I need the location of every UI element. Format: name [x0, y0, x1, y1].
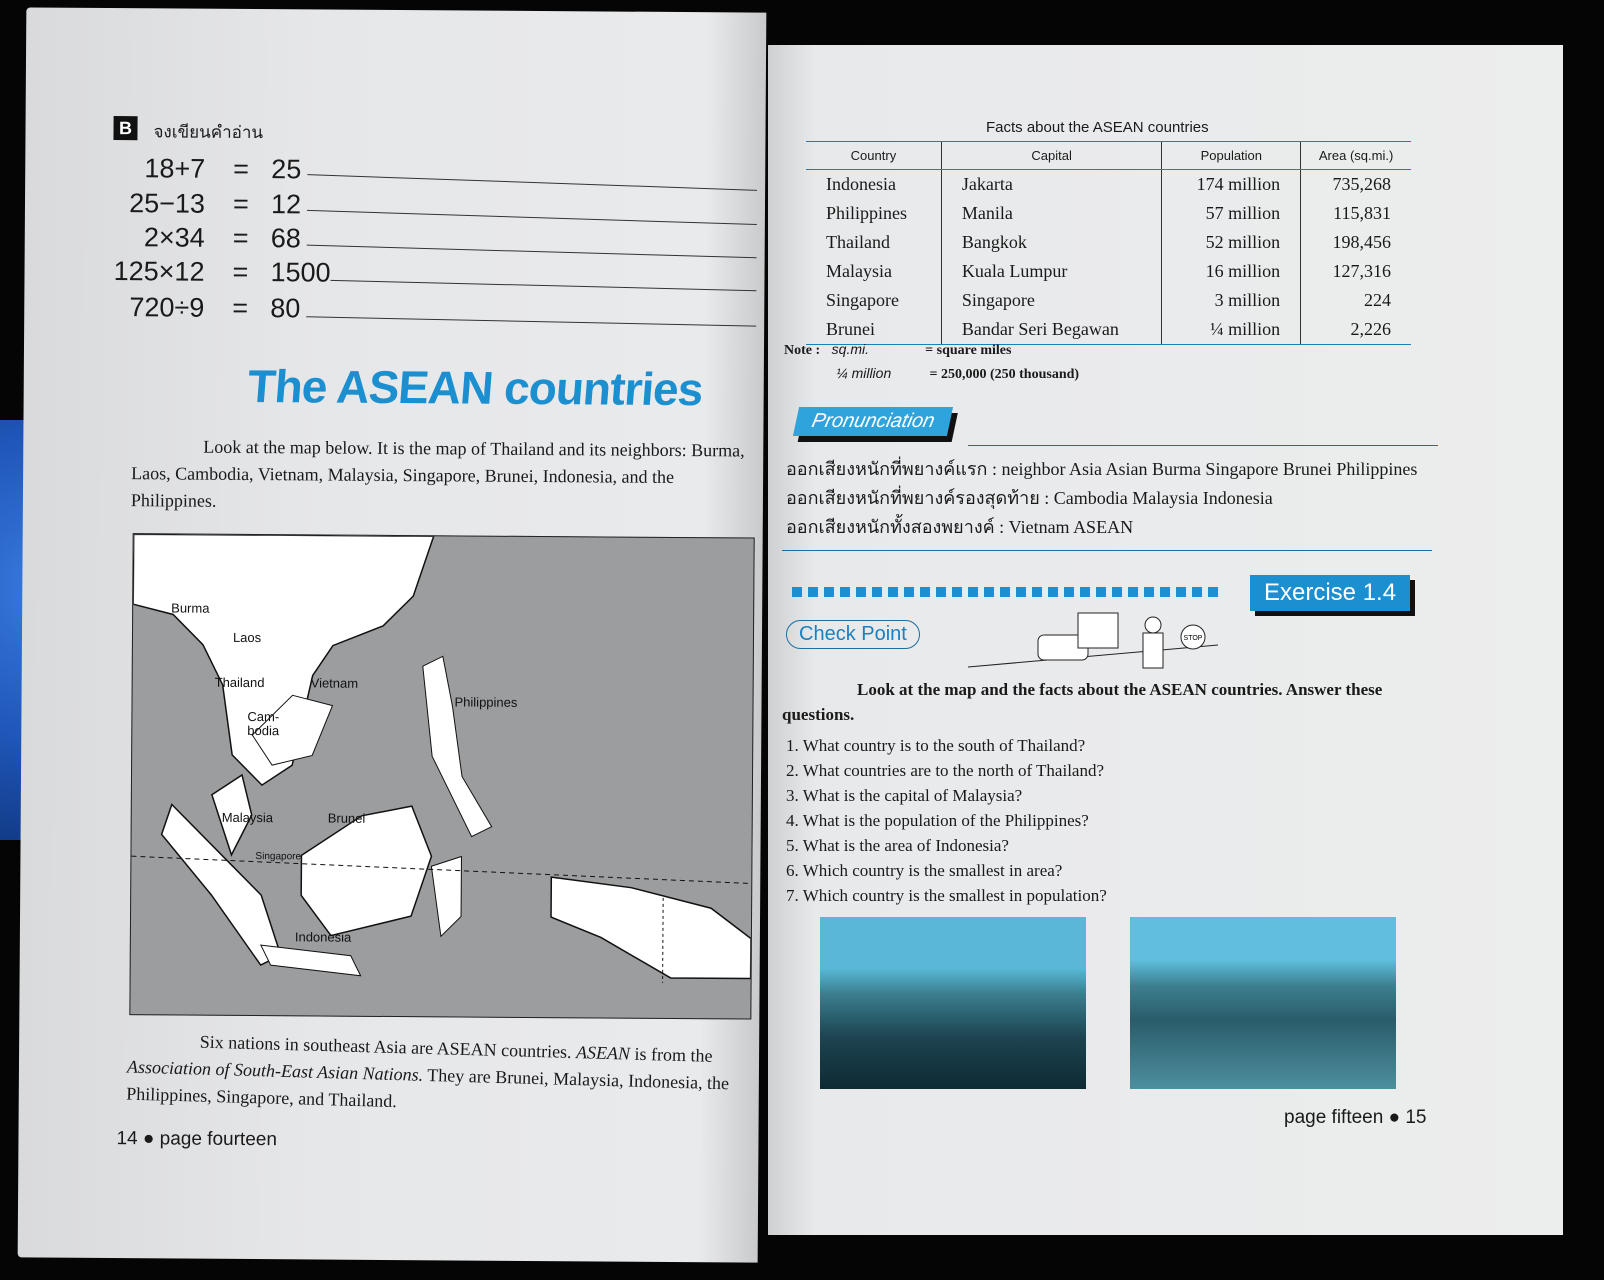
cell-country: Brunei: [806, 315, 941, 345]
stress-rule: ออกเสียงหนักทั้งสองพยางค์ :: [786, 517, 1005, 537]
equation-left: 18+7: [144, 153, 206, 184]
stress-rule: ออกเสียงหนักที่พยางค์แรก :: [786, 459, 997, 479]
equation-result: 25: [271, 154, 302, 185]
map-outline: [130, 534, 753, 1018]
stop-sign-text: STOP: [1183, 635, 1203, 642]
cell-area: 224: [1301, 286, 1411, 315]
map-label-burma: Burma: [171, 600, 210, 616]
dot: [840, 587, 850, 597]
stress-words: neighbor Asia Asian Burma Singapore Brunei Philippines: [1001, 459, 1418, 479]
stress-words: Vietnam ASEAN: [1008, 517, 1134, 537]
dot: [1064, 587, 1074, 597]
note-label: Note :: [784, 343, 821, 358]
stress-words: Cambodia Malaysia Indonesia: [1053, 488, 1273, 508]
dot: [1160, 587, 1170, 597]
dot: [1080, 587, 1090, 597]
column-header: Area (sq.mi.): [1301, 142, 1411, 170]
dot: [1208, 587, 1218, 597]
cell-area: 735,268: [1301, 170, 1411, 200]
equals-sign: =: [232, 292, 249, 323]
left-page: [18, 7, 767, 1262]
note-term: ¼ million: [836, 365, 892, 381]
question-list: [786, 733, 1107, 908]
closing-paragraph: [126, 1027, 758, 1126]
cell-capital: Kuala Lumpur: [941, 257, 1162, 286]
pronunciation-list: [786, 455, 1417, 542]
page-number: 14: [116, 1128, 138, 1150]
equation-row: [25, 187, 765, 224]
note-term: sq.mi.: [831, 341, 869, 357]
table-notes: [784, 341, 1079, 383]
asean-term: ASEAN: [575, 1042, 631, 1064]
dot: [952, 587, 962, 597]
question-item: 2. What countries are to the north of Thailand?: [786, 761, 1105, 780]
equals-sign: =: [232, 222, 249, 253]
cell-population: 52 million: [1162, 228, 1301, 257]
table-title: Facts about the ASEAN countries: [986, 119, 1209, 136]
cell-country: Malaysia: [826, 261, 892, 281]
pronunciation-row: [786, 455, 1417, 484]
equals-sign: =: [232, 188, 249, 219]
note-definition: = square miles: [925, 343, 1012, 358]
cell-population: 16 million: [1162, 257, 1301, 286]
check-point-label: Check Point: [786, 620, 920, 649]
cell-capital: Jakarta: [941, 170, 1162, 200]
cell-country: Philippines: [826, 203, 908, 223]
dot: [968, 587, 978, 597]
answer-line[interactable]: [307, 174, 757, 191]
map-label-malaysia: Malaysia: [221, 809, 274, 826]
equation-row: [24, 255, 764, 292]
map-label-vietnam: Vietnam: [310, 675, 359, 691]
cell-population: 3 million: [1162, 286, 1301, 315]
photo-bridge-river: [1130, 917, 1396, 1089]
dot: [872, 587, 882, 597]
dot: [936, 587, 946, 597]
dot: [1000, 587, 1010, 597]
table-row: [806, 286, 1411, 315]
dot: [1144, 587, 1154, 597]
question-item: 4. What is the population of the Philippines?: [786, 811, 1089, 830]
equation-left: 25−13: [129, 188, 206, 219]
dot: [1128, 587, 1138, 597]
cell-population: 174 million: [1162, 170, 1301, 200]
exercise-instructions: Look at the map and the facts about the ASEAN countries. Answer these questions.: [782, 680, 1383, 724]
dot: [792, 587, 802, 597]
equation-row: [25, 152, 765, 189]
page-words: page fourteen: [159, 1128, 278, 1151]
equation-left: 2×34: [143, 222, 205, 253]
question-item: 7. Which country is the smallest in population?: [786, 886, 1107, 905]
instruction: จงเขียนคำอ่าน: [153, 122, 264, 143]
decorative-dots: [792, 587, 1218, 597]
exercise-heading: Exercise 1.4: [1250, 575, 1410, 611]
dot: [1032, 587, 1042, 597]
map-label-thailand: Thailand: [214, 674, 265, 691]
column-header: Population: [1162, 142, 1301, 170]
intro-paragraph: Look at the map below. It is the map of Thailand and its neighbors: Burma, Laos, Cambodia, Vietnam, Malaysia, Singapore, Brunei, Indonesia, and the Philippines.: [130, 436, 745, 511]
photo-castle-valley: [820, 917, 1086, 1089]
cell-population: ¼ million: [1162, 315, 1301, 345]
cell-country: Singapore: [826, 290, 899, 310]
question-item: 5. What is the area of Indonesia?: [786, 836, 1009, 855]
right-page: [768, 45, 1563, 1235]
divider: [782, 550, 1432, 551]
cell-country: Indonesia: [826, 174, 896, 194]
column-header: Capital: [941, 142, 1162, 170]
equation-result: 68: [270, 223, 301, 254]
equals-sign: =: [232, 256, 249, 287]
pronunciation-row: [786, 484, 1417, 513]
page-number: 15: [1405, 1107, 1427, 1128]
cell-area: 127,316: [1301, 257, 1411, 286]
cell-capital: Manila: [941, 199, 1162, 228]
map-label-singapore: Singapore: [255, 851, 302, 863]
dot: [904, 587, 914, 597]
map-label-cambodia: Cam-bodia: [247, 708, 280, 739]
closing-text: Six nations in southeast Asia are ASEAN countries.: [199, 1031, 577, 1063]
equation-result: 1500: [270, 257, 331, 288]
map-label-indonesia: Indonesia: [294, 929, 352, 945]
dot: [1048, 587, 1058, 597]
dot: [824, 587, 834, 597]
dot: [888, 587, 898, 597]
dot: [1192, 587, 1202, 597]
cell-capital: Bangkok: [941, 228, 1162, 257]
table-row: [806, 228, 1411, 257]
closing-text: is from the: [629, 1043, 713, 1066]
map-label-laos: Laos: [232, 629, 262, 646]
table-row: [806, 257, 1411, 286]
facts-table: [806, 141, 1411, 345]
equals-sign: =: [233, 153, 250, 184]
dot: [1112, 587, 1122, 597]
answer-line[interactable]: [306, 316, 756, 326]
equation-result: 12: [270, 189, 302, 220]
note-definition: = 250,000 (250 thousand): [929, 367, 1080, 382]
cell-capital: Bandar Seri Begawan: [941, 315, 1162, 345]
question-item: 3. What is the capital of Malaysia?: [786, 786, 1023, 805]
question-item: 6. Which country is the smallest in area?: [786, 861, 1063, 880]
column-header: Country: [806, 142, 941, 170]
answer-line[interactable]: [330, 280, 756, 291]
dot: [1016, 587, 1026, 597]
cell-area: 198,456: [1301, 228, 1411, 257]
dot: [808, 587, 818, 597]
page-footer-right: page fifteen ● 15: [1284, 1107, 1427, 1128]
dot: [984, 587, 994, 597]
cell-country: Thailand: [826, 232, 890, 252]
equation-left: 125×12: [113, 256, 205, 287]
cell-population: 57 million: [1162, 199, 1301, 228]
cell-area: 2,226: [1301, 315, 1411, 345]
divider: [968, 445, 1438, 446]
asean-full-name: Association of South-East Asian Nations.: [126, 1056, 424, 1085]
equation-row: [24, 291, 764, 328]
table-row: [806, 199, 1411, 228]
pronunciation-heading: Pronunciation: [793, 407, 953, 436]
section-badge: B: [113, 116, 137, 140]
map-label-philippines: Philippines: [454, 694, 518, 710]
cell-capital: Singapore: [941, 286, 1162, 315]
question-item: 1. What country is to the south of Thailand?: [786, 736, 1086, 755]
equation-row: [25, 221, 765, 258]
page-words: page fifteen: [1284, 1107, 1384, 1128]
stress-rule: ออกเสียงหนักที่พยางค์รองสุดท้าย :: [786, 488, 1050, 508]
page-footer-left: 14 ● page fourteen: [116, 1128, 278, 1151]
cell-area: 115,831: [1301, 199, 1411, 228]
checkpoint-illustration: [968, 605, 1218, 675]
page-title: The ASEAN countries: [245, 360, 705, 416]
map-label-brunei: Brunei: [327, 810, 366, 826]
answer-line[interactable]: [307, 210, 757, 225]
table-row: [806, 170, 1411, 200]
dot: [856, 587, 866, 597]
pronunciation-row: [786, 513, 1417, 542]
closing-text: They are Brunei, Malaysia, Indonesia, the Philippines, Singapore, and Thailand.: [126, 1064, 730, 1112]
dot: [1096, 587, 1106, 597]
dot: [1176, 587, 1186, 597]
equation-result: 80: [270, 293, 301, 324]
asean-map: [129, 533, 754, 1019]
answer-line[interactable]: [307, 245, 757, 259]
dot: [920, 587, 930, 597]
equation-left: 720÷9: [129, 292, 205, 323]
